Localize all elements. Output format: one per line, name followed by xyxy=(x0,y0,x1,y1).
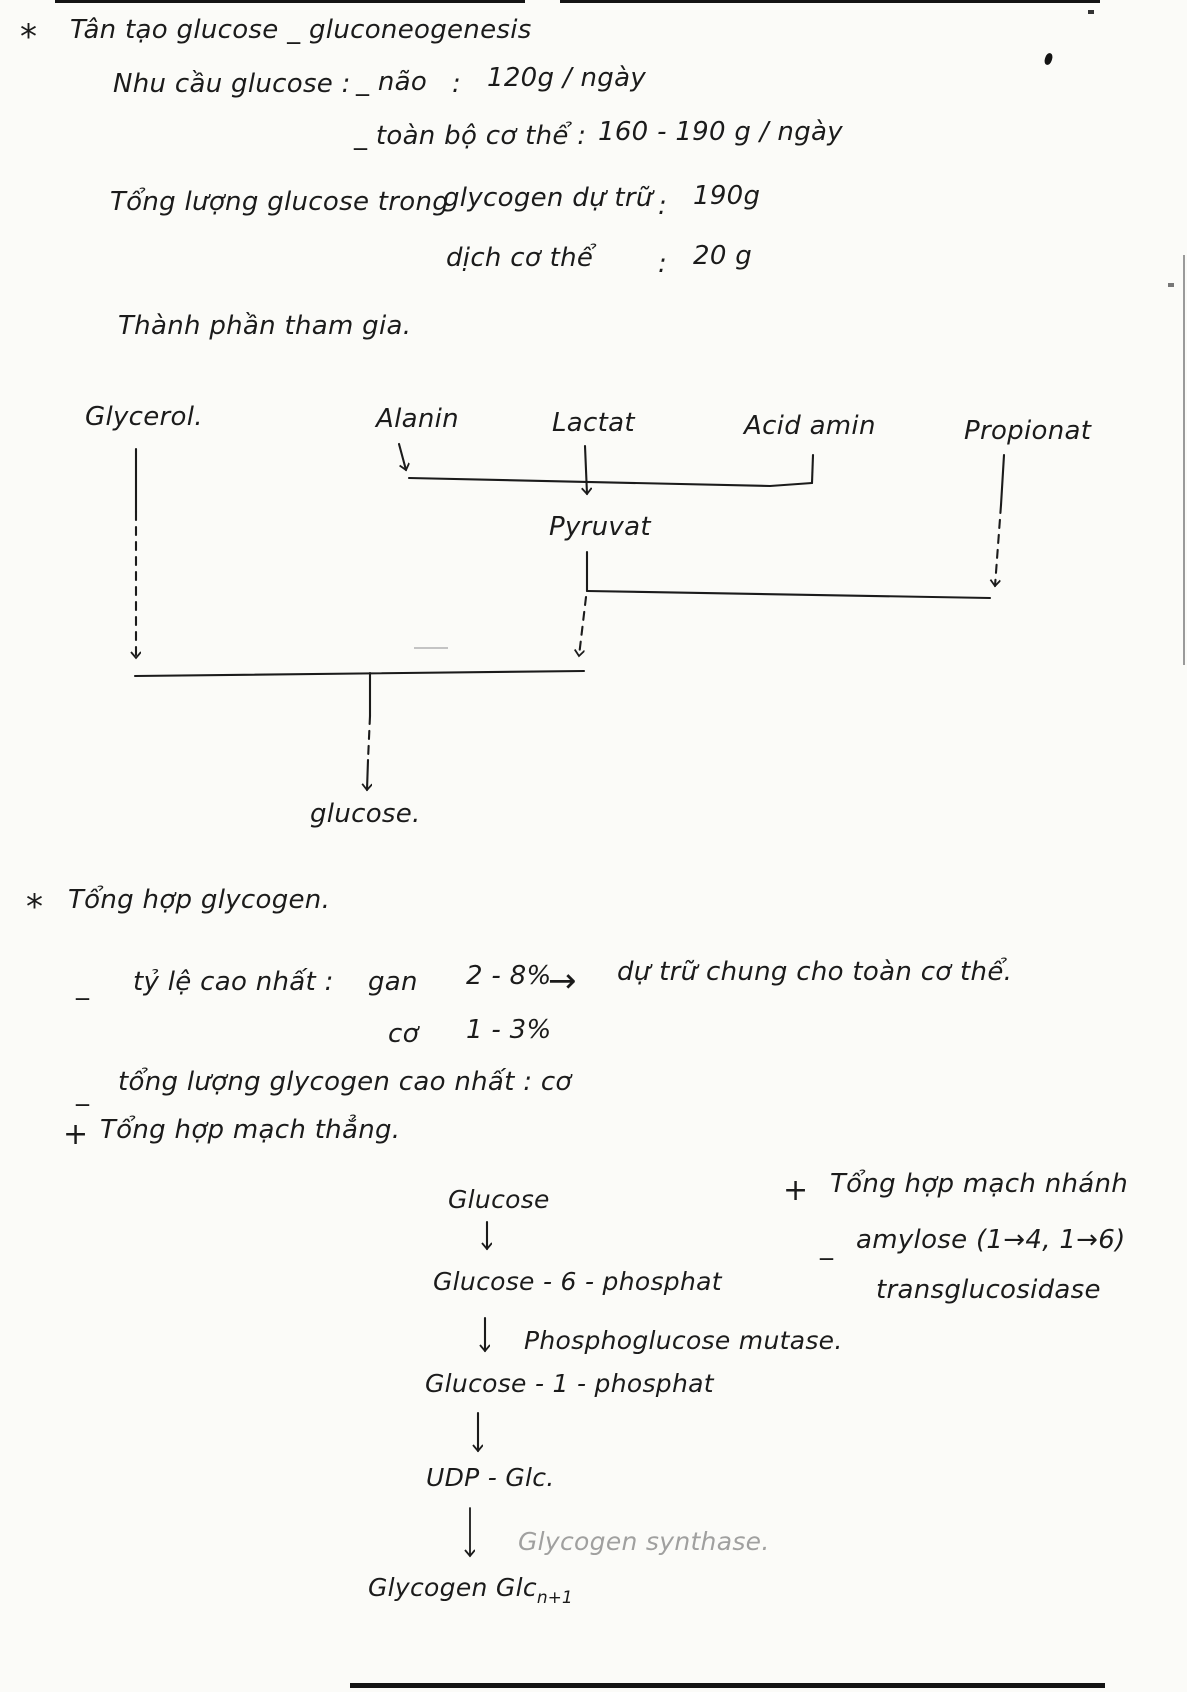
ratio-liver-label: gan xyxy=(368,967,418,997)
chain-glycogen-product xyxy=(368,1574,573,1609)
scan-edge-bottom xyxy=(350,1683,1105,1688)
section1-asterisk: * xyxy=(20,17,38,57)
ratio-arrow: → xyxy=(548,961,577,1001)
straight-chain-plus: + xyxy=(63,1117,89,1152)
chain-glycogen-subscript: n+1 xyxy=(536,1588,573,1608)
chain-enzyme-synthase: Glycogen synthase. xyxy=(518,1527,770,1556)
store-fluid-value: 20 g xyxy=(693,241,753,271)
node-alanin: Alanin xyxy=(376,404,459,434)
pencil-smudge xyxy=(414,647,448,649)
pyruvat-down-arrow-dashed xyxy=(579,597,586,656)
need-brain-value: 120g / ngày xyxy=(487,63,647,93)
node-propionat: Propionat xyxy=(964,416,1092,446)
acid-amin-connector xyxy=(812,455,813,483)
ratio-muscle-value: 1 - 3% xyxy=(466,1015,552,1045)
total-glycogen-dash: _ xyxy=(76,1077,90,1107)
need-brain-label: _ não xyxy=(356,67,428,97)
scan-edge-right xyxy=(1183,255,1185,665)
store-glycogen-label: glycogen dự trữ xyxy=(443,183,653,213)
branch-enzyme: transglucosidase xyxy=(876,1275,1101,1305)
node-pyruvat: Pyruvat xyxy=(549,512,651,542)
chain-glucose-6-phosphat: Glucose - 6 - phosphat xyxy=(433,1267,722,1296)
branch-chain-title: Tổng hợp mạch nhánh xyxy=(830,1169,1129,1199)
glucose-total-label: Tổng lượng glucose trong xyxy=(110,187,450,217)
chain-glucose: Glucose xyxy=(448,1185,550,1214)
section2-asterisk: * xyxy=(26,887,44,927)
lactat-arrow xyxy=(585,446,587,494)
chain-glycogen-main: Glycogen Glc xyxy=(368,1573,537,1602)
ratio-liver-value: 2 - 8% xyxy=(466,961,552,991)
node-glycerol: Glycerol. xyxy=(85,402,203,432)
store-fluid-label: dịch cơ thể xyxy=(446,243,594,273)
store-glycogen-colon: : xyxy=(658,191,668,221)
glucose-arrow xyxy=(367,760,368,790)
chain-enzyme-mutase: Phosphoglucose mutase. xyxy=(524,1326,843,1355)
ink-speck-1 xyxy=(1043,52,1053,66)
need-body-value: 160 - 190 g / ngày xyxy=(598,117,843,147)
ink-speck-3 xyxy=(1168,283,1174,287)
alanin-arrow xyxy=(399,444,406,470)
node-glucose-product: glucose. xyxy=(310,799,421,829)
chain-glucose-1-phosphat: Glucose - 1 - phosphat xyxy=(425,1369,714,1398)
need-brain-colon: : xyxy=(452,69,462,99)
propionat-arrow-dashed xyxy=(995,505,1001,586)
propionat-line-solid xyxy=(1001,455,1004,505)
node-lactat: Lactat xyxy=(552,408,635,438)
pyruvat-right-line xyxy=(587,591,990,598)
glucose-stem-dashed xyxy=(368,716,370,760)
glucose-need-label: Nhu cầu glucose : xyxy=(113,69,351,99)
store-fluid-colon: : xyxy=(658,249,668,279)
section1-title: Tân tạo glucose _ gluconeogenesis xyxy=(70,15,532,45)
section2-title: Tổng hợp glycogen. xyxy=(68,885,331,915)
straight-chain-title: Tổng hợp mạch thẳng. xyxy=(100,1115,401,1145)
ratio-dash: _ xyxy=(76,971,90,1001)
store-glycogen-value: 190g xyxy=(693,181,761,211)
branch-amylose: amylose (1→4, 1→6) xyxy=(856,1225,1126,1255)
funnel-line xyxy=(409,478,812,486)
ratio-muscle-label: cơ xyxy=(388,1019,419,1049)
collector-line xyxy=(135,671,584,676)
need-body-label: _ toàn bộ cơ thể : xyxy=(354,121,587,151)
chain-udp-glc: UDP - Glc. xyxy=(426,1463,555,1492)
ratio-label: tỷ lệ cao nhất : xyxy=(133,967,334,997)
scan-edge-top-right xyxy=(560,0,1100,3)
ink-speck-2 xyxy=(1088,10,1094,14)
total-glycogen-line: tổng lượng glycogen cao nhất : cơ xyxy=(118,1067,572,1097)
branch-amylose-dash: _ xyxy=(820,1231,834,1261)
ratio-note: dự trữ chung cho toàn cơ thể. xyxy=(617,957,1013,987)
participants-heading: Thành phần tham gia. xyxy=(118,311,412,341)
branch-chain-plus: + xyxy=(783,1173,809,1208)
node-acid-amin: Acid amin xyxy=(744,411,876,441)
scan-edge-top-left xyxy=(55,0,525,3)
